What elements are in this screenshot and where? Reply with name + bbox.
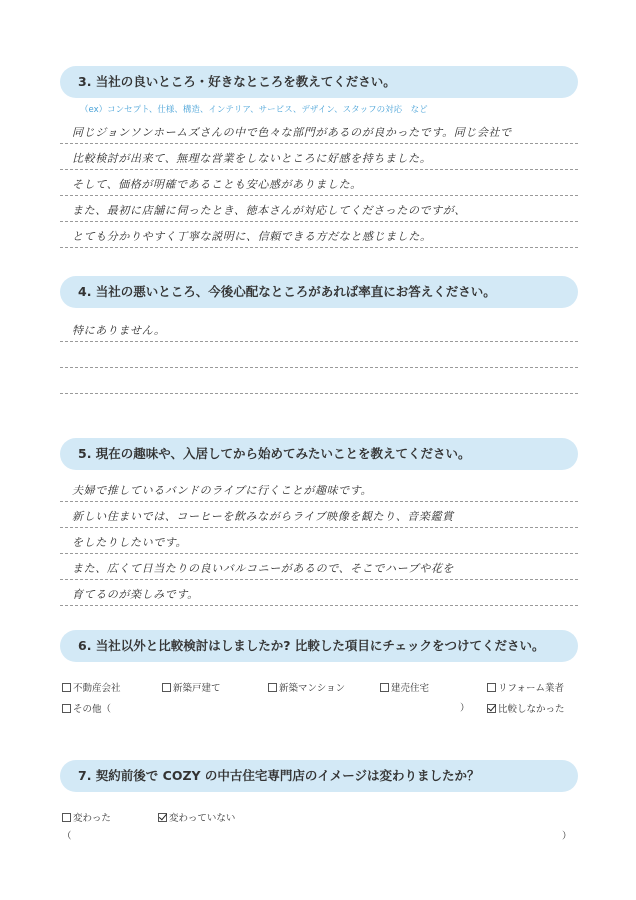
answer-line[interactable] — [60, 170, 578, 196]
answer-text: 新しい住まいでは、コーヒーを飲みながらライブ映像を観たり、音楽鑑賞 — [72, 510, 454, 523]
question-3-example: （ex）コンセプト、仕様、構造、インテリア、サービス、デザイン、スタッフの対応 など — [80, 105, 428, 115]
answer-line[interactable] — [60, 118, 578, 144]
answer-line[interactable] — [60, 580, 578, 606]
option-renovation-company[interactable] — [487, 680, 564, 694]
option-label: 不動産会社 — [73, 683, 121, 694]
answer-text: 同じジョンソンホームズさんの中で色々な部門があるのが良かったです。同じ会社で — [72, 126, 512, 139]
answer-text: また、最初に店舗に伺ったとき、徳本さんが対応してくださったのですが、 — [72, 204, 466, 217]
checkbox[interactable] — [62, 683, 71, 692]
option-label: 変わった — [73, 813, 111, 824]
answer-line[interactable] — [60, 222, 578, 248]
option-label: 新築マンション — [279, 683, 346, 694]
answer-text: をしたりしたいです。 — [72, 536, 188, 549]
option-label: 建売住宅 — [391, 683, 430, 694]
question-3-header: 3. 当社の良いところ・好きなところを教えてください。 — [60, 66, 578, 98]
option-real-estate-company[interactable] — [62, 680, 121, 694]
answer-line[interactable] — [60, 528, 578, 554]
answer-line[interactable] — [60, 316, 578, 342]
checkbox-checked[interactable] — [487, 704, 496, 713]
answer-text: 比較検討が出来て、無理な営業をしないところに好感を持ちました。 — [72, 152, 432, 165]
answer-line[interactable] — [60, 554, 578, 580]
checkbox[interactable] — [268, 683, 277, 692]
option-label: 変わっていない — [169, 813, 236, 824]
option-label: 新築戸建て — [173, 683, 221, 694]
checkbox[interactable] — [62, 813, 71, 822]
answer-text: そして、価格が明確であることも安心感がありました。 — [72, 178, 362, 191]
checkbox[interactable] — [162, 683, 171, 692]
option-label: 比較しなかった — [498, 704, 565, 715]
question-5-header: 5. 現在の趣味や、入居してから始めてみたいことを教えてください。 — [60, 438, 578, 470]
answer-text: 夫婦で推しているバンドのライブに行くことが趣味です。 — [72, 484, 373, 497]
option-new-condo[interactable] — [268, 680, 345, 694]
question-4-header: 4. 当社の悪いところ、今後心配なところがあれば率直にお答えください。 — [60, 276, 578, 308]
option-other[interactable] — [62, 701, 111, 715]
answer-line[interactable] — [60, 196, 578, 222]
option-not-changed[interactable] — [158, 810, 235, 824]
answer-line[interactable] — [60, 342, 578, 368]
option-changed[interactable] — [62, 810, 111, 824]
other-close-paren: ） — [460, 703, 470, 714]
answer-text: また、広くて日当たりの良いバルコニーがあるので、そこでハーブや花を — [72, 562, 455, 575]
checkbox-checked[interactable] — [158, 813, 167, 822]
answer-text: 特にありません。 — [72, 324, 166, 337]
answer-line[interactable] — [60, 476, 578, 502]
comment-open-paren: （ — [62, 831, 72, 842]
question-7-header: 7. 契約前後で COZY の中古住宅専門店のイメージは変わりましたか？ — [60, 760, 578, 792]
answer-line[interactable] — [60, 144, 578, 170]
option-built-for-sale-house[interactable] — [380, 680, 429, 694]
checkbox[interactable] — [487, 683, 496, 692]
option-label: その他（ — [73, 704, 112, 715]
option-did-not-compare[interactable] — [487, 701, 565, 715]
option-label: リフォーム業者 — [498, 683, 565, 694]
answer-text: 育てるのが楽しみです。 — [72, 588, 199, 601]
comment-close-paren: ） — [562, 831, 572, 842]
answer-text: とても分かりやすく丁寧な説明に、信頼できる方だなと感じました。 — [72, 230, 432, 243]
checkbox[interactable] — [62, 704, 71, 713]
question-6-header: 6. 当社以外と比較検討はしましたか? 比較した項目にチェックをつけてください。 — [60, 630, 578, 662]
checkbox[interactable] — [380, 683, 389, 692]
answer-line[interactable] — [60, 368, 578, 394]
answer-line[interactable] — [60, 502, 578, 528]
option-new-house[interactable] — [162, 680, 221, 694]
